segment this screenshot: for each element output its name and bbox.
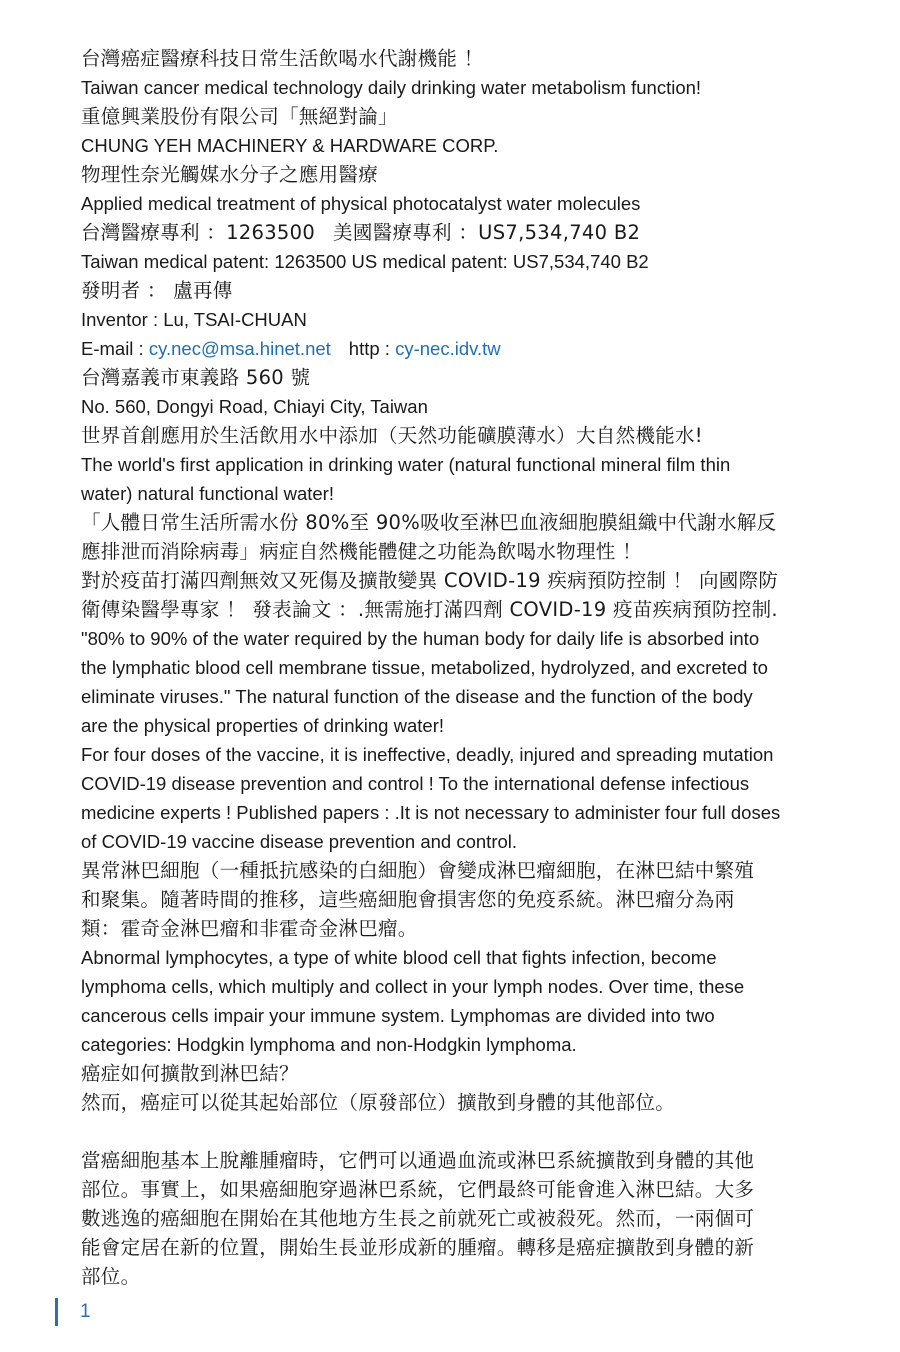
paragraph-line: Abnormal lymphocytes, a type of white blood cell that fights infection, become [81, 947, 717, 968]
address-en: No. 560, Dongyi Road, Chiayi City, Taiwan [81, 396, 428, 417]
paragraph-line: "80% to 90% of the water required by the human body for daily life is absorbed into [81, 628, 760, 649]
paragraph-line: 對於疫苗打滿四劑無效又死傷及擴散變異 COVID-19 疾病預防控制 ！ 向國際防 [81, 569, 779, 592]
title-zh: 台灣癌症醫療科技日常生活飲喝水代謝機能 ！ [81, 47, 484, 70]
footer-accent-bar [55, 1298, 58, 1326]
paragraph-line: 部位。 [81, 1265, 141, 1288]
subject-zh: 物理性奈光觸媒水分子之應用醫療 [81, 163, 379, 186]
email-label: E-mail : [81, 338, 149, 359]
paragraph-line: 數逃逸的癌細胞在開始在其他地方生長之前就死亡或被殺死。然而，一兩個可 [81, 1207, 755, 1230]
paragraph-line: 和聚集。隨著時間的推移，這些癌細胞會損害您的免疫系統。淋巴瘤分為兩 [81, 888, 735, 911]
paragraph-line: are the physical properties of drinking water! [81, 715, 444, 736]
taiwan-patent-zh: 台灣醫療專利 ：1263500 [81, 221, 316, 244]
paragraph-line: medicine experts ! Published papers : .It is not necessary to administer four full doses [81, 802, 781, 823]
paragraph-line: For four doses of the vaccine, it is ineffective, deadly, injured and spreading mutation [81, 744, 774, 765]
paragraph-line: of COVID-19 vaccine disease prevention and control. [81, 831, 518, 852]
inventor-en: Inventor : Lu, TSAI-CHUAN [81, 309, 307, 330]
us-patent-zh: 美國醫療專利 ：US7,534,740 B2 [333, 221, 641, 244]
company-name-zh: 重億興業股份有限公司「無絕對論」 [81, 105, 398, 128]
paragraph-line: COVID-19 disease prevention and control ! To the international defense infectious [81, 773, 750, 794]
address-zh: 台灣嘉義市東義路 560 號 [81, 366, 311, 389]
paragraph-line: 衛傳染醫學專家 ！ 發表論文 ：.無需施打滿四劑 COVID-19 疫苗疾病預防控制. [81, 598, 778, 621]
page-number: 1 [80, 1301, 91, 1322]
company-name-en: CHUNG YEH MACHINERY & HARDWARE CORP. [81, 135, 499, 156]
paragraph-line: water) natural functional water! [81, 483, 334, 504]
paragraph-line: 應排泄而消除病毒」病症自然機能體健之功能為飲喝水物理性 ！ [81, 540, 642, 563]
patent-line-en: Taiwan medical patent: 1263500 US medical patent: US7,534,740 B2 [81, 251, 649, 272]
paragraph-line: 異常淋巴細胞（一種抵抗感染的白細胞）會變成淋巴瘤細胞，在淋巴結中繁殖 [81, 859, 755, 882]
inventor-zh: 發明者 ： 盧再傳 [81, 279, 233, 302]
page-footer [55, 1298, 91, 1326]
paragraph-line: cancerous cells impair your immune system. Lymphomas are divided into two [81, 1005, 715, 1026]
paragraph-line: the lymphatic blood cell membrane tissue, metabolized, hydrolyzed, and excreted to [81, 657, 768, 678]
paragraph-line: 然而，癌症可以從其起始部位（原發部位）擴散到身體的其他部位。 [81, 1091, 676, 1114]
contact-line [81, 334, 841, 363]
subject-en: Applied medical treatment of physical photocatalyst water molecules [81, 193, 641, 214]
paragraph-line: eliminate viruses." The natural function of the disease and the function of the body [81, 686, 753, 707]
paragraph-line: 類：霍奇金淋巴瘤和非霍奇金淋巴瘤。 [81, 917, 418, 940]
email-link[interactable]: cy.nec@msa.hinet.net [148, 338, 331, 359]
paragraph-line: categories: Hodgkin lymphoma and non-Hodgkin lymphoma. [81, 1034, 577, 1055]
blank-line [81, 1117, 841, 1146]
paragraph-line: 世界首創應用於生活飲用水中添加（天然功能礦膜薄水）大自然機能水! [81, 424, 703, 447]
http-label: http : [348, 338, 396, 359]
paragraph-line: 「人體日常生活所需水份 80%至 90%吸收至淋巴血液細胞膜組織中代謝水解反 [81, 511, 777, 534]
section-heading: 癌症如何擴散到淋巴結？ [81, 1062, 299, 1085]
paragraph-line: 部位。事實上，如果癌細胞穿過淋巴系統，它們最終可能會進入淋巴結。大多 [81, 1178, 755, 1201]
paragraph-line: 能會定居在新的位置，開始生長並形成新的腫瘤。轉移是癌症擴散到身體的新 [81, 1236, 755, 1259]
paragraph-line: lymphoma cells, which multiply and collect in your lymph nodes. Over time, these [81, 976, 745, 997]
website-link[interactable]: cy-nec.idv.tw [395, 338, 501, 359]
patent-line-zh [81, 218, 841, 247]
paragraph-line: The world's first application in drinking water (natural functional mineral film thin [81, 454, 731, 475]
document-body [81, 44, 841, 1291]
paragraph-line: 當癌細胞基本上脫離腫瘤時，它們可以通過血流或淋巴系統擴散到身體的其他 [81, 1149, 755, 1172]
title-en: Taiwan cancer medical technology daily drinking water metabolism function! [81, 77, 702, 98]
